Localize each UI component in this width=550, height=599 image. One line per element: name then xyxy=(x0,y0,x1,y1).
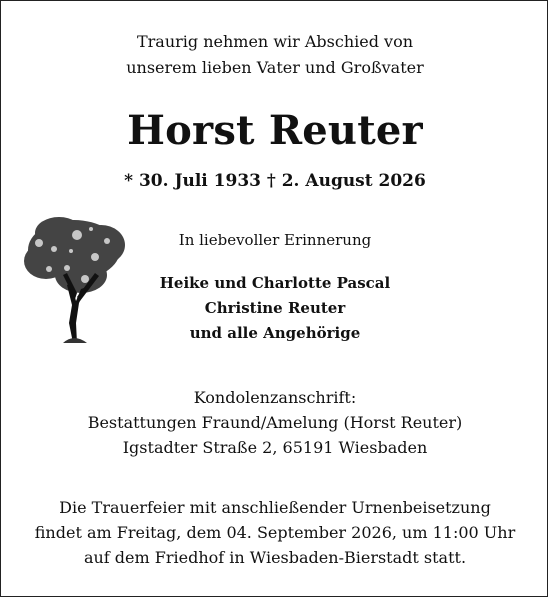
mourner-line-3: und alle Angehörige xyxy=(189,324,361,342)
life-dates: * 30. Juli 1933 † 2. August 2026 xyxy=(124,171,426,191)
condolence-heading: Kondolenzanschrift: xyxy=(193,388,357,407)
funeral-home-address: Igstadter Straße 2, 65191 Wiesbaden xyxy=(122,438,428,457)
intro-line-1: Traurig nehmen wir Abschied von xyxy=(136,32,414,51)
ceremony-line-2: findet am Freitag, dem 04. September 2026, um 11:00 Uhr xyxy=(34,523,516,542)
funeral-home-name: Bestattungen Fraund/Amelung (Horst Reuter) xyxy=(87,413,463,432)
deceased-name: Horst Reuter xyxy=(127,107,423,154)
mourner-line-2: Christine Reuter xyxy=(204,299,346,317)
mourner-line-1: Heike und Charlotte Pascal xyxy=(159,274,391,292)
intro-line-2: unserem lieben Vater und Großvater xyxy=(126,58,424,77)
memorial-text: In liebevoller Erinnerung xyxy=(178,231,372,249)
ceremony-line-3: auf dem Friedhof in Wiesbaden-Bierstadt statt. xyxy=(83,548,467,567)
ceremony-line-1: Die Trauerfeier mit anschließender Urnenbeisetzung xyxy=(59,498,491,517)
